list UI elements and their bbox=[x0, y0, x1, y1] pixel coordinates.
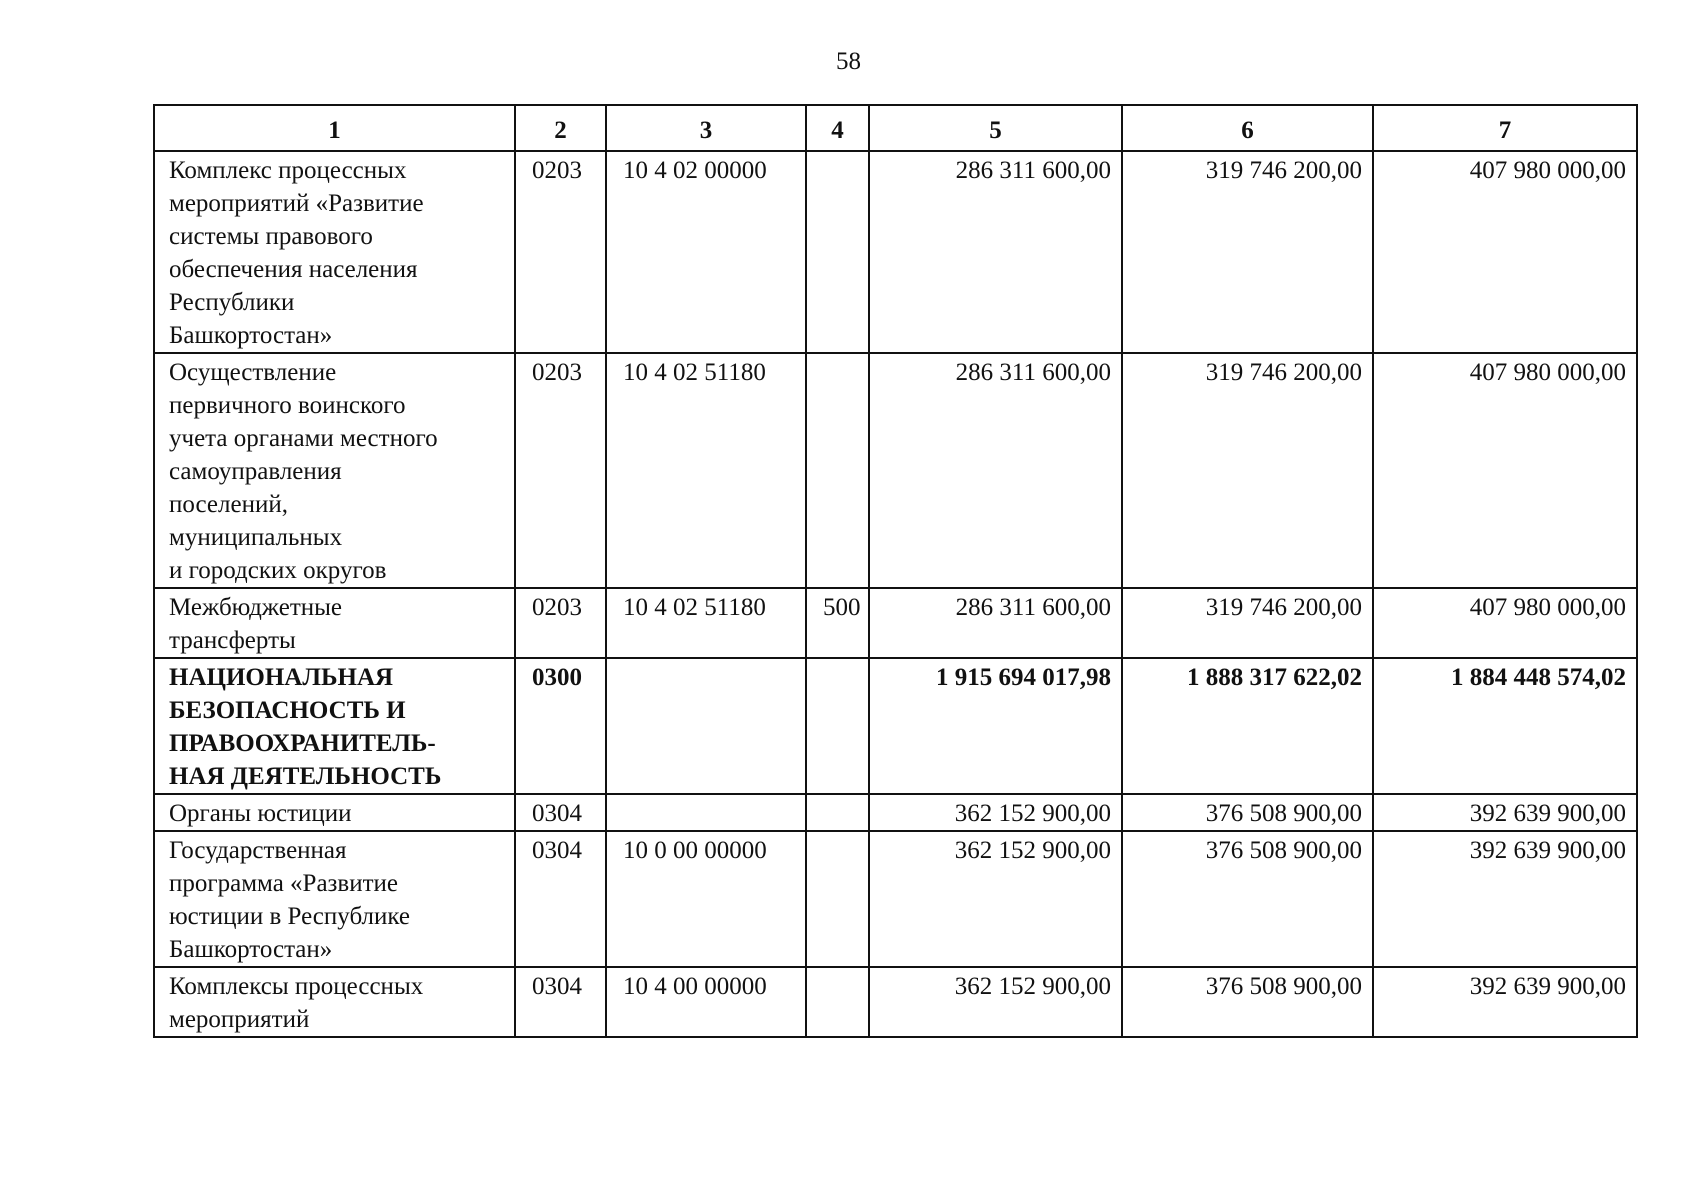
table-row bbox=[154, 831, 1637, 967]
row-name: Комплекс процессных мероприятий «Развитие системы правового обеспечения населения Республики Башкортостан» bbox=[154, 151, 515, 353]
row-name: Комплексы процессных мероприятий bbox=[154, 967, 515, 1037]
section-code: 0203 bbox=[515, 588, 606, 658]
section-code: 0304 bbox=[515, 831, 606, 967]
section-code: 0304 bbox=[515, 794, 606, 831]
target-code: 10 4 02 51180 bbox=[606, 353, 806, 588]
row-name: Органы юстиции bbox=[154, 794, 515, 831]
expense-type-code bbox=[806, 967, 869, 1037]
column-header-5: 5 bbox=[869, 105, 1122, 151]
amount-col-6: 376 508 900,00 bbox=[1122, 831, 1373, 967]
table-row bbox=[154, 794, 1637, 831]
amount-col-6: 1 888 317 622,02 bbox=[1122, 658, 1373, 794]
expense-type-code bbox=[806, 658, 869, 794]
amount-col-5: 286 311 600,00 bbox=[869, 588, 1122, 658]
row-name: Государственная программа «Развитие юстиции в Республике Башкортостан» bbox=[154, 831, 515, 967]
table-row bbox=[154, 353, 1637, 588]
column-header-4: 4 bbox=[806, 105, 869, 151]
page-number: 58 bbox=[836, 48, 861, 75]
expense-type-code bbox=[806, 353, 869, 588]
section-code: 0203 bbox=[515, 151, 606, 353]
amount-col-5: 286 311 600,00 bbox=[869, 353, 1122, 588]
column-header-3: 3 bbox=[606, 105, 806, 151]
amount-col-5: 362 152 900,00 bbox=[869, 967, 1122, 1037]
amount-col-7: 407 980 000,00 bbox=[1373, 151, 1637, 353]
column-header-6: 6 bbox=[1122, 105, 1373, 151]
target-code: 10 0 00 00000 bbox=[606, 831, 806, 967]
section-code: 0304 bbox=[515, 967, 606, 1037]
target-code bbox=[606, 794, 806, 831]
table-row bbox=[154, 588, 1637, 658]
target-code bbox=[606, 658, 806, 794]
expense-type-code bbox=[806, 831, 869, 967]
section-code: 0203 bbox=[515, 353, 606, 588]
expense-type-code bbox=[806, 794, 869, 831]
amount-col-5: 362 152 900,00 bbox=[869, 794, 1122, 831]
table-row bbox=[154, 151, 1637, 353]
row-name: Межбюджетные трансферты bbox=[154, 588, 515, 658]
row-name: Осуществление первичного воинского учета органами местного самоуправления поселений, муниципальных и городских округов bbox=[154, 353, 515, 588]
column-header-2: 2 bbox=[515, 105, 606, 151]
amount-col-6: 319 746 200,00 bbox=[1122, 151, 1373, 353]
amount-col-7: 1 884 448 574,02 bbox=[1373, 658, 1637, 794]
amount-col-6: 376 508 900,00 bbox=[1122, 794, 1373, 831]
amount-col-5: 286 311 600,00 bbox=[869, 151, 1122, 353]
amount-col-7: 407 980 000,00 bbox=[1373, 588, 1637, 658]
expense-type-code bbox=[806, 151, 869, 353]
budget-table bbox=[153, 104, 1638, 1038]
expense-type-code: 500 bbox=[806, 588, 869, 658]
target-code: 10 4 00 00000 bbox=[606, 967, 806, 1037]
amount-col-6: 319 746 200,00 bbox=[1122, 588, 1373, 658]
column-header-1: 1 bbox=[154, 105, 515, 151]
section-code: 0300 bbox=[515, 658, 606, 794]
amount-col-7: 407 980 000,00 bbox=[1373, 353, 1637, 588]
amount-col-5: 362 152 900,00 bbox=[869, 831, 1122, 967]
row-name: НАЦИОНАЛЬНАЯ БЕЗОПАСНОСТЬ И ПРАВООХРАНИТЕЛЬ- НАЯ ДЕЯТЕЛЬНОСТЬ bbox=[154, 658, 515, 794]
table-row bbox=[154, 967, 1637, 1037]
amount-col-6: 376 508 900,00 bbox=[1122, 967, 1373, 1037]
amount-col-7: 392 639 900,00 bbox=[1373, 967, 1637, 1037]
column-header-7: 7 bbox=[1373, 105, 1637, 151]
target-code: 10 4 02 00000 bbox=[606, 151, 806, 353]
amount-col-7: 392 639 900,00 bbox=[1373, 794, 1637, 831]
target-code: 10 4 02 51180 bbox=[606, 588, 806, 658]
amount-col-6: 319 746 200,00 bbox=[1122, 353, 1373, 588]
table-row bbox=[154, 658, 1637, 794]
amount-col-7: 392 639 900,00 bbox=[1373, 831, 1637, 967]
amount-col-5: 1 915 694 017,98 bbox=[869, 658, 1122, 794]
header-row bbox=[154, 105, 1637, 151]
